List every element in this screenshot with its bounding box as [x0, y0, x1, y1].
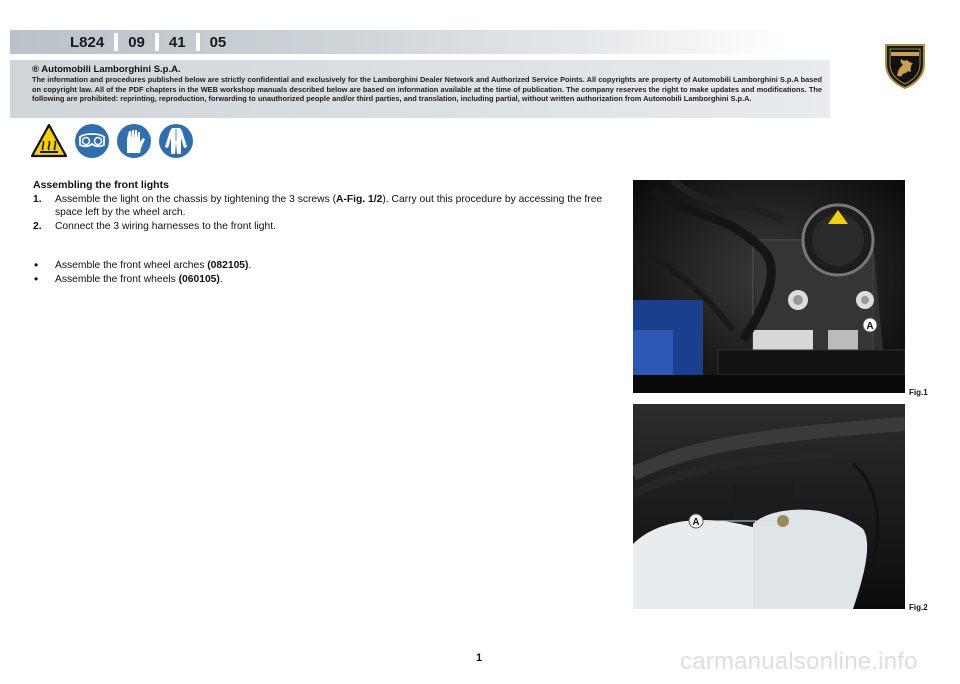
subgroup-code: 41 [168, 33, 186, 51]
step-text: Connect the 3 wiring harnesses to the front light. [55, 220, 276, 232]
protective-suit-icon [158, 123, 194, 159]
list-item-text [55, 259, 251, 273]
list-item-punct: . [248, 260, 252, 271]
list-item [33, 259, 613, 273]
page-number: 1 [476, 652, 483, 664]
step-text [55, 193, 613, 220]
lamborghini-logo [880, 42, 930, 90]
procedure-content [33, 179, 613, 286]
figure-2-label: A [692, 517, 700, 528]
safety-icons [30, 123, 194, 159]
protective-gloves-icon [116, 123, 152, 159]
section-title: Assembling the front lights [33, 179, 169, 191]
list-item [33, 273, 613, 287]
procedure-reference[interactable]: (060105) [178, 273, 220, 285]
figure-1-photo [633, 180, 905, 393]
list-item-label: Assemble the front wheels [55, 273, 179, 285]
copyright-title: ® Automobili Lamborghini S.p.A. [32, 64, 181, 75]
figure-reference: A-Fig. 1/2 [336, 193, 383, 205]
figure-2-photo [633, 404, 905, 609]
watermark: carmanualsonline.info [680, 648, 918, 675]
step-number: 2. [33, 220, 42, 232]
copyright-notice [10, 60, 830, 118]
list-item-punct: . [219, 273, 223, 285]
hot-surface-warning-icon [30, 123, 68, 159]
figure-1-label: A [866, 321, 874, 332]
bullet-icon: • [34, 258, 39, 272]
figure-1-caption: Fig.1 [909, 388, 928, 397]
copyright-text: The information and procedures published below are strictly confidential and exclusively for the Lamborghini Dealer Network and Authorized Service Points. All copyrights are property of Automobili Lamborghini S.p.A based on copyright law. All of the PDF chapters in the WEB workshop manuals described below are based on information available at the time of publication. The company reserves the right to make updates and modifications. The following are prohibited: reprinting, reproduction, forwarding to unauthorized people and/or third parties, and translation, including partial, without written authorization from Automobili Lamborghini S.p.A. [32, 75, 822, 104]
procedure-code: 05 [209, 33, 227, 51]
procedure-reference[interactable]: (082105) [207, 260, 249, 271]
group-code: 09 [128, 33, 145, 51]
safety-goggles-icon [74, 123, 110, 159]
related-procedures [33, 259, 613, 286]
step-text-part: ). Carry out this procedure by accessing the free space left by the wheel arch. [55, 193, 603, 218]
list-item-text [55, 273, 223, 287]
mounting-screw-photo [633, 404, 905, 609]
document-code [70, 33, 236, 51]
procedure-step [33, 220, 613, 234]
front-light-photo [633, 180, 905, 393]
procedure-step [33, 193, 613, 220]
step-number: 1. [33, 193, 42, 205]
model-code: L824 [70, 33, 105, 51]
figure-2-caption: Fig.2 [909, 603, 928, 612]
list-item-label: Assemble the front wheel arches [55, 260, 208, 271]
bullet-icon: • [34, 271, 39, 286]
step-text-part: Assemble the light on the chassis by tightening the 3 screws ( [55, 193, 337, 205]
